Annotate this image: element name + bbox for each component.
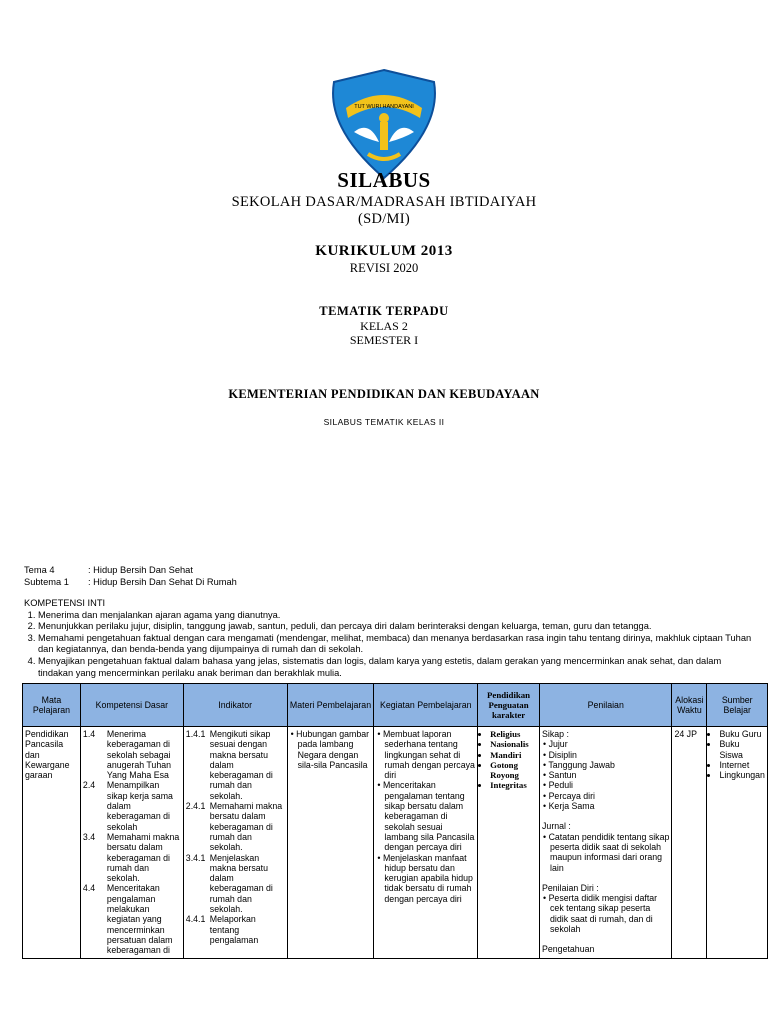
ppk-item: • Religius	[490, 729, 537, 739]
table-header-row	[23, 684, 768, 727]
sumber-item: • Buku Guru	[719, 729, 765, 739]
sumber-item: • Buku Siswa	[719, 739, 765, 760]
sikap-item: • Disiplin	[550, 750, 669, 760]
header-kegiatan: Kegiatan Pembelajaran	[374, 684, 478, 727]
school-type-abbrev: (SD/MI)	[357, 211, 411, 227]
jurnal-label: Jurnal :	[542, 821, 571, 832]
svg-text:TUT WURI HANDAYANI: TUT WURI HANDAYANI	[354, 104, 414, 110]
kd-item: 4.4 Menceritakan pengalaman melakukan kegiatan yang mencerminkan persatuan dalam keberagaman di	[82, 883, 173, 956]
cell-ppk	[478, 727, 540, 959]
kd-item: 3.4 Memahami makna bersatu dalam keberagaman di rumah dan sekolah.	[82, 831, 180, 884]
kompetensi-inti	[24, 598, 752, 679]
sikap-item: • Peduli	[550, 780, 669, 790]
header-penilaian: Penilaian	[540, 684, 672, 727]
indikator-item: 1.4.1 Mengikuti sikap sesuai dengan makna bersatu dalam keberagaman di rumah dan sekolah.	[185, 729, 273, 801]
sikap-item: • Jujur	[550, 739, 669, 749]
sikap-item: • Tanggung Jawab	[550, 760, 669, 770]
materi-item: • Hubungan gambar pada lambang Negara dengan sila-sila Pancasila	[298, 729, 372, 770]
document-title: SILABUS	[337, 168, 431, 192]
header-sumber: Sumber Belajar	[707, 684, 768, 727]
sumber-item: • Lingkungan	[719, 770, 765, 780]
tema-block	[24, 565, 237, 588]
ppk-item: • Mandiri	[490, 750, 537, 760]
semester-text: SEMESTER I	[349, 333, 419, 347]
kegiatan-item: • Menjelaskan manfaat hidup bersatu dan kerugian apabila hidup tidak bersatu di rumah dengan percaya diri	[384, 853, 475, 904]
sumber-item: • Internet	[719, 760, 765, 770]
ppk-item: • Nasionalis	[490, 739, 537, 749]
header-indikator: Indikator	[183, 684, 287, 727]
sikap-item: • Kerja Sama	[550, 801, 669, 811]
ki-item: 3. Memahami pengetahuan faktual dengan cara mengamati (mendengar, melihat, membaca) dan menanya berdasarkan rasa ingin tahu tentang dirinya, makhluk ciptaan Tuhan dan kegiatannya, dan benda-benda yang dijumpainya di rumah dan di sekolah.	[38, 633, 752, 656]
ministry-heading: KEMENTERIAN PENDIDIKAN DAN KEBUDAYAAN	[228, 387, 540, 401]
table-row	[23, 727, 768, 959]
cell-indikator	[183, 727, 287, 959]
kegiatan-item: • Membuat laporan sederhana tentang lingkungan sehat di rumah dengan percaya diri	[384, 729, 475, 780]
cell-materi	[287, 727, 374, 959]
kompetensi-inti-heading: KOMPETENSI INTI	[24, 598, 106, 608]
kd-item: 1.4 Menerima keberagaman di sekolah sebagai anugerah Tuhan Yang Maha Esa	[82, 729, 171, 781]
indikator-item: 4.4.1 Melaporkan tentang pengalaman	[185, 914, 259, 945]
tema-label: Tema 4	[24, 565, 55, 575]
indikator-item: 2.4.1 Memahami makna bersatu dalam keberagaman di rumah dan sekolah.	[185, 801, 283, 853]
cell-kegiatan	[374, 727, 478, 959]
sikap-item: • Percaya diri	[550, 791, 669, 801]
cell-penilaian	[540, 727, 672, 959]
jurnal-item: • Catatan pendidik tentang sikap peserta didik saat di sekolah maupun informasi dari orang lain	[550, 832, 669, 873]
cell-mapel: Pendidikan Pancasila dan Kewargane garaan	[23, 727, 81, 959]
penilaian-diri-label: Penilaian Diri :	[542, 882, 599, 893]
subtema-label: Subtema 1	[24, 576, 69, 587]
cell-waktu: 24 JP	[672, 727, 707, 959]
ppk-item: • Integritas	[490, 780, 537, 790]
cell-kd	[80, 727, 183, 959]
kegiatan-item: • Menceritakan pengalaman tentang sikap bersatu dalam keberagaman di sekolah sesuai lambang sila Pancasila dengan percaya diri	[384, 780, 475, 852]
header-materi: Materi Pembelajaran	[287, 684, 374, 727]
header-mapel: Mata Pelajaran	[23, 684, 81, 727]
tema-value: : Hidup Bersih Dan Sehat	[88, 565, 193, 575]
ki-item: 2. Menunjukkan perilaku jujur, disiplin, tanggung jawab, santun, peduli, dan percaya diri dalam berinteraksi dengan keluarga, teman, guru dan tetangga.	[38, 621, 752, 633]
kd-item: 2.4 Menampilkan sikap kerja sama dalam keberagaman di sekolah	[82, 780, 173, 832]
ppk-item: • Gotong Royong	[490, 760, 537, 781]
header-waktu: Alokasi Waktu	[672, 684, 707, 727]
pengetahuan-label: Pengetahuan	[542, 944, 595, 955]
tematik-heading: TEMATIK TERPADU	[319, 304, 449, 318]
document-subtitle: SILABUS TEMATIK KELAS II	[323, 417, 445, 427]
tut-wuri-handayani-logo	[324, 68, 444, 180]
ki-item: 1. Menerima dan menjalankan ajaran agama yang dianutnya.	[38, 610, 752, 622]
ki-item: 4. Menyajikan pengetahuan faktual dalam bahasa yang jelas, sistematis dan logis, dalam karya yang estetis, dalam gerakan yang mencerminkan anak sehat, dan dalam tindakan yang mencerminkan perilaku anak beriman dan berakhlak mulia.	[38, 656, 752, 679]
kurikulum-heading: KURIKULUM 2013	[315, 243, 453, 259]
header-kd: Kompetensi Dasar	[80, 684, 183, 727]
school-type: SEKOLAH DASAR/MADRASAH IBTIDAIYAH	[231, 194, 537, 210]
header-ppk: Pendidikan Penguatan karakter	[478, 684, 540, 727]
revisi-text: REVISI 2020	[349, 261, 419, 275]
cell-sumber	[707, 727, 768, 959]
silabus-table	[22, 683, 768, 959]
subtema-value: : Hidup Bersih Dan Sehat Di Rumah	[88, 576, 237, 587]
penilaian-diri-item: • Peserta didik mengisi daftar cek tentang sikap peserta didik saat di rumah, dan di sekolah	[550, 893, 669, 934]
indikator-item: 3.4.1 Menjelaskan makna bersatu dalam keberagaman di rumah dan sekolah.	[185, 852, 273, 915]
kelas-text: KELAS 2	[360, 319, 408, 333]
sikap-label: Sikap :	[542, 729, 569, 739]
sikap-item: • Santun	[550, 770, 669, 780]
